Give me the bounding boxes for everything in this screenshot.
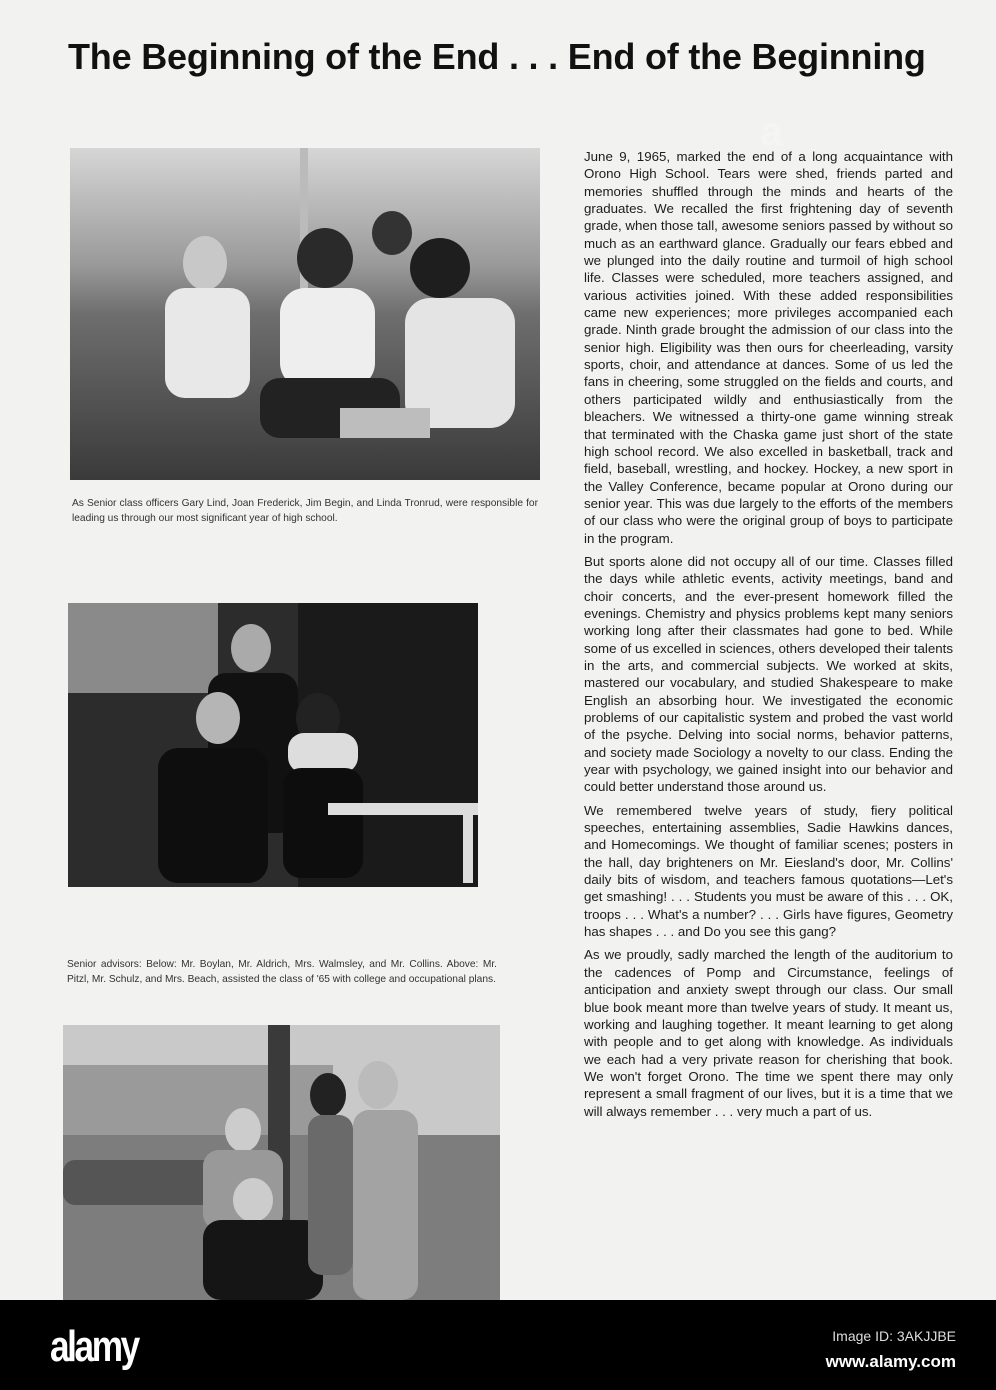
- alamy-logo: alamy: [50, 1322, 138, 1371]
- photo-caption-advisors: Senior advisors: Below: Mr. Boylan, Mr. Aldrich, Mrs. Walmsley, and Mr. Collins. Above: Mr. Pitzl, Mr. Schulz, and Mrs. Beach, assisted the class of '65 with college and occupational plans.: [67, 959, 497, 985]
- article-paragraph: We remembered twelve years of study, fiery political speeches, entertaining assemblies, Sadie Hawkins dances, and Homecomings. We thought of familiar scenes; posters in the hall, day brighteners on Mr. Eiesland's door, Mr. Collins' daily bits of wisdom, and teachers famous quotations—Let's get smashing! . . . Students you must be aware of this . . . OK, troops . . . What's a number? . . . Girls have figures, Geometry has shapes . . . and Do you see this gang?: [584, 802, 953, 940]
- article-paragraph: But sports alone did not occupy all of our time. Classes filled the days while athletic events, activity meetings, band and choir concerts, and the ever-present homework filled the evenings. Chemistry and physics problems kept many seniors working long after their classmates had gone to bed. While some of us excelled in sciences, others developed their talents in the arts, and commercial subjects. We worked at skits, mastered our vocabulary, and studied Shakespeare to make English an absorbing hour. We investigated the economic problems of our capitalistic system and probed the vast world of the psyche. Delving into social norms, behavior patterns, and society made Sociology a novelty to our class. Ending the year with psychology, we gained insight into our behavior and could better understand those around us.: [584, 553, 953, 795]
- photo-senior-advisors: [68, 603, 478, 887]
- alamy-url[interactable]: www.alamy.com: [825, 1352, 956, 1371]
- photo-class-officers: [70, 148, 540, 480]
- article-body: [584, 148, 953, 1126]
- image-id: Image ID: 3AKJJBE: [832, 1328, 956, 1344]
- page-title: The Beginning of the End . . . End of the Beginning: [68, 36, 926, 77]
- watermark-alamy-top: a: [760, 110, 783, 154]
- photo-caption-officers: As Senior class officers Gary Lind, Joan Frederick, Jim Begin, and Linda Tronrud, were responsible for leading us through our most significant year of high school.: [72, 498, 538, 524]
- watermark-footer: [0, 1300, 996, 1390]
- article-paragraph: As we proudly, sadly marched the length of the auditorium to the cadences of Pomp and Circumstance, feelings of anticipation and anxiety swept through our class. Our small blue book meant more than twelve years of study. It meant us, working and laughing together. It meant learning to get along with people and to get along with knowledge. As individuals we each had a very private reason for cherishing that book. We won't forget Orono. The time we spent there may only represent a small fragment of our lives, but it is a time that we will always remember . . . very much a part of us.: [584, 947, 953, 1119]
- article-paragraph: June 9, 1965, marked the end of a long acquaintance with Orono High School. Tears were shed, friends parted and memories shuffled through the minds and hearts of the graduates. We recalled the first frightening day of seventh grade, when those tall, awesome seniors passed by without so much as an earthward glance. Gradually our fears ebbed and we plunged into the daily routine and turmoil of high school life. Classes were scheduled, more teachers assigned, and various activities joined. With these added responsibilities came new experiences; more privileges accompanied each grade. Ninth grade brought the admission of our class into the senior high. Eligibility was then ours for cheerleading, varsity sports, choir, and attendance at dances. Some of us led the fans in cheering, some struggled on the fields and courts, and others participated wildly and enthusiastically from the bleachers. We witnessed a thirty-one game winning streak that terminated with the Chaska game just short of the state high school record. We also excelled in basketball, track and field, baseball, wrestling, and hockey. Hockey, a new sport in the Valley Conference, became popular at Orono during our senior year. This was due largely to the efforts of the members of our class who were the original group of boys to participate in the program.: [584, 149, 953, 546]
- photo-faculty-group: [63, 1025, 500, 1300]
